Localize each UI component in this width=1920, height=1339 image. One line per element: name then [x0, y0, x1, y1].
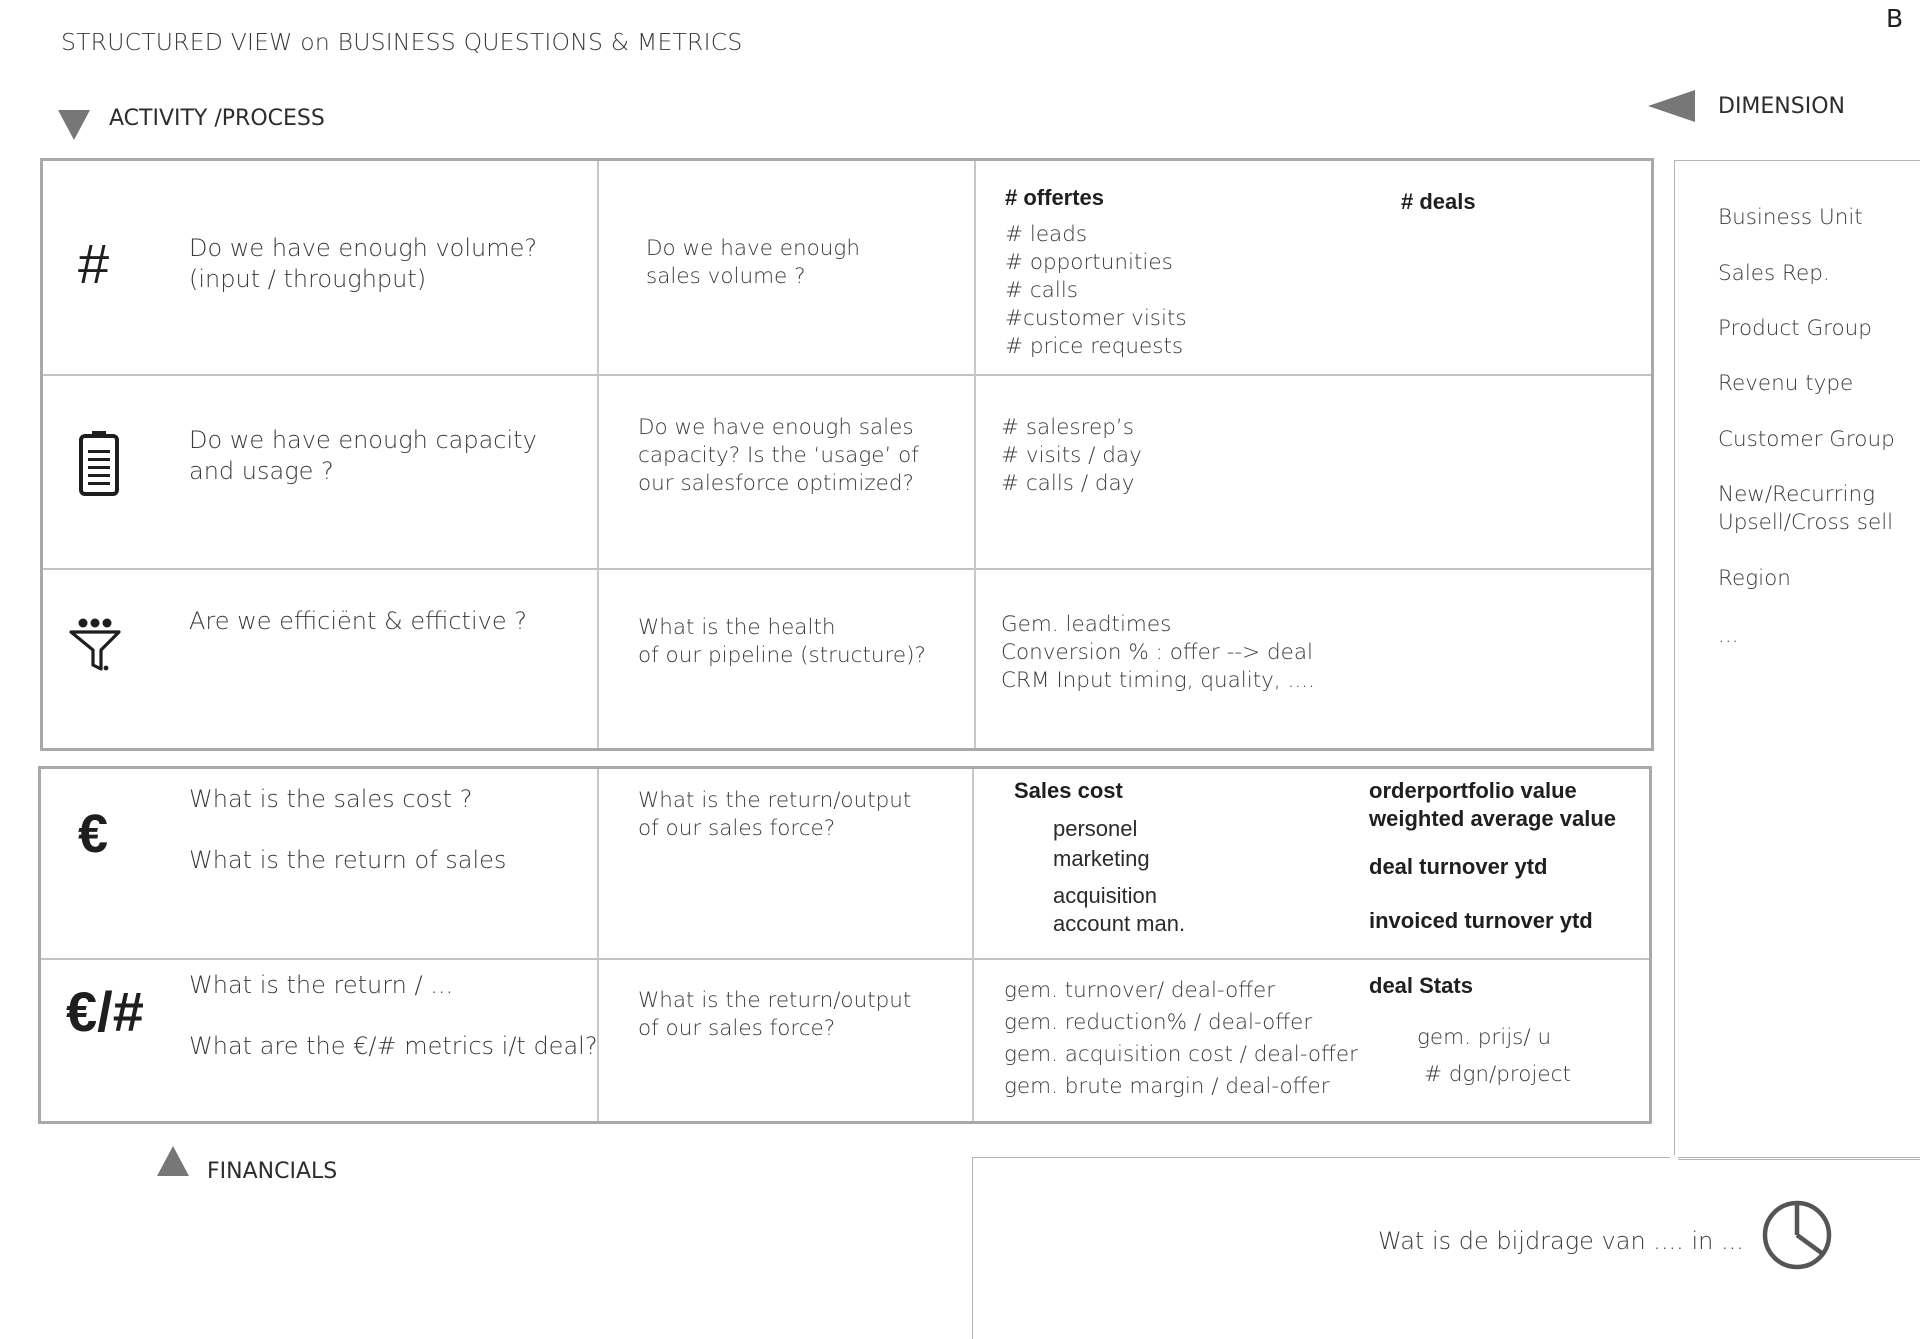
metrics-heading: # offertes [1005, 185, 1105, 210]
sub-question-text: What is the return/output of our sales force? [638, 788, 912, 841]
dimension-item: Upsell/Cross sell [1718, 510, 1894, 535]
pie-chart-icon [1760, 1198, 1834, 1272]
euro-per-hash-icon: €/# [66, 980, 144, 1043]
metrics-list: gem. turnover/ deal-offer gem. reduction% / deal-offer gem. acquisition cost / deal-offer gem. brute margin / deal-offer [1004, 978, 1358, 1099]
contribution-text: Wat is de bijdrage van .... in ... [1378, 1227, 1744, 1255]
question-text: What is the return / ... What are the €/# metrics i/t deal? [189, 971, 598, 1060]
sub-question-text: What is the return/output of our sales force? [638, 988, 912, 1041]
dimension-item: ... [1718, 623, 1739, 648]
extra-metrics: orderportfolio value weighted average value deal turnover ytd invoiced turnover ytd [1369, 778, 1616, 933]
dimension-item: Region [1718, 566, 1791, 591]
page-corner-label: B [1886, 4, 1904, 33]
dimension-item: Revenu type [1718, 371, 1854, 396]
dimension-item: Business Unit [1718, 205, 1863, 230]
dimension-item: Product Group [1718, 316, 1872, 341]
funnel-icon [68, 617, 122, 673]
metrics-list: # leads # opportunities # calls #customer visits # price requests [1005, 222, 1187, 359]
hash-icon: # [78, 232, 110, 295]
dimension-section-label: DIMENSION [1718, 94, 1845, 119]
triangle-left-icon [1648, 90, 1695, 122]
metrics-list: personel marketing acquisition account man. [1053, 816, 1186, 936]
question-text: Are we efficiënt & effictive ? [189, 607, 527, 635]
triangle-down-icon [58, 110, 90, 140]
metrics-list: # salesrep’s # visits / day # calls / day [1001, 415, 1142, 496]
triangle-up-icon [157, 1146, 189, 1176]
activity-section-label: ACTIVITY /PROCESS [109, 106, 325, 131]
question-text: Do we have enough capacity and usage ? [189, 426, 537, 485]
sub-question-text: What is the health of our pipeline (structure)? [638, 615, 926, 668]
euro-icon: € [78, 804, 109, 864]
extra-heading: deal Stats [1369, 973, 1473, 998]
dimension-item: Sales Rep. [1718, 261, 1830, 286]
question-text: What is the sales cost ? What is the return of sales [189, 785, 507, 874]
financials-section-label: FINANCIALS [207, 1159, 338, 1184]
dimension-item: New/Recurring [1718, 482, 1875, 507]
sub-question-text: Do we have enough sales capacity? Is the ‘usage’ of our salesforce optimized? [638, 415, 919, 496]
metrics-list: Gem. leadtimes Conversion % : offer --> deal CRM Input timing, quality, .... [1001, 612, 1315, 693]
dimension-panel [1674, 160, 1920, 1160]
dimension-item: Customer Group [1718, 427, 1895, 452]
sub-question-text: Do we have enough sales volume ? [646, 236, 860, 289]
extra-heading: # deals [1401, 189, 1476, 214]
battery-icon [78, 430, 120, 496]
extra-metrics: gem. prijs/ u # dgn/project [1417, 1025, 1571, 1087]
metrics-heading: Sales cost [1014, 778, 1123, 803]
question-text: Do we have enough volume? (input / throughput) [189, 234, 538, 293]
page-title: STRUCTURED VIEW on BUSINESS QUESTIONS & METRICS [61, 28, 743, 56]
